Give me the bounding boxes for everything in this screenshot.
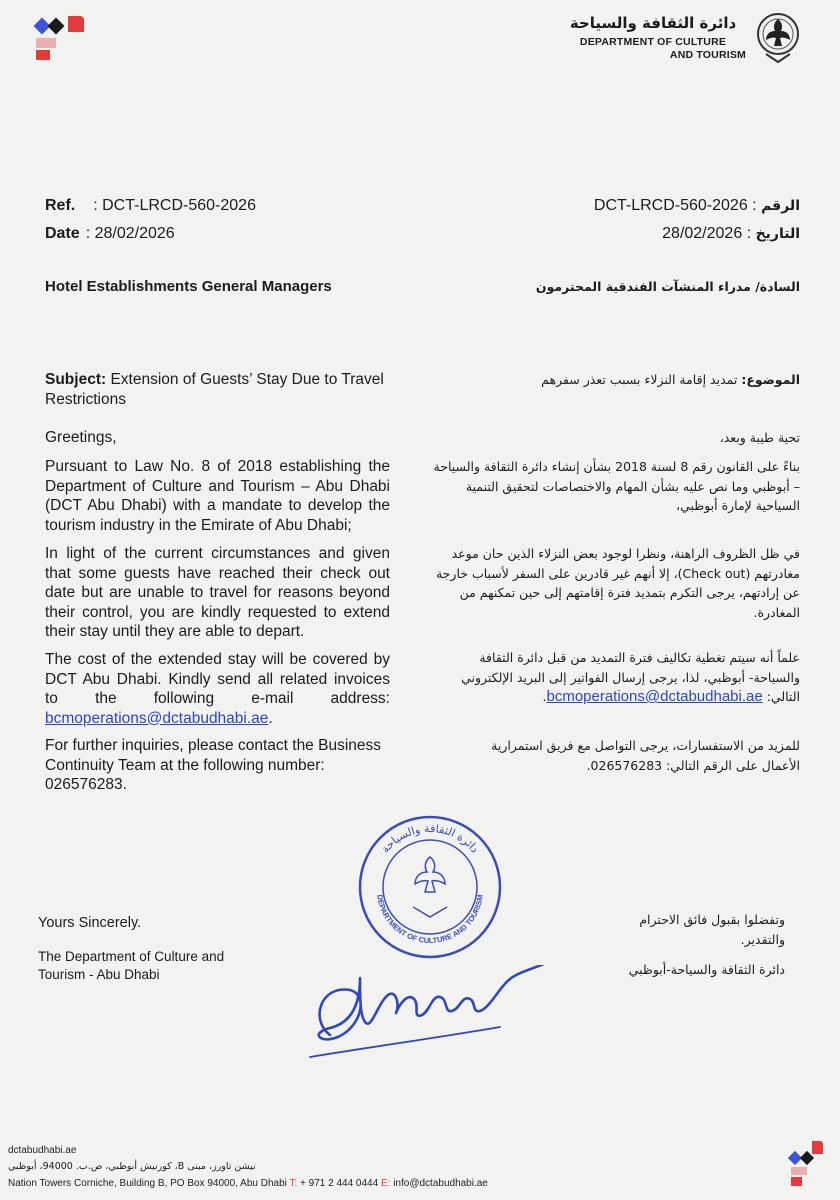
paragraph-1-en: Pursuant to Law No. 8 of 2018 establishing the Department of Culture and Tourism – Abu Dhabi (DCT Abu Dhabi) with a mandate to develop the tourism industry in the Emirate of Abu Dhabi; <box>45 458 390 534</box>
subject-text-ar: تمديد إقامة النزلاء بسبب تعذر سفرهم <box>541 372 738 387</box>
email-suffix-ar: . <box>542 689 547 704</box>
paragraph-3-en-text: The cost of the extended stay will be covered by DCT Abu Dhabi. Kindly send all related invoices to the following e-mail address: <box>45 651 390 707</box>
stamp-text-en: DEPARTMENT OF CULTURE AND TOURISM <box>375 893 485 946</box>
dept-name-en-line2: AND TOURISM <box>669 49 746 61</box>
date-value-ar: 28/02/2026 : <box>662 225 752 242</box>
paragraph-2-ar: في ظل الظروف الراهنة، ونظرا لوجود بعض النزلاء الذين حان موعد مغادرتهم (Check out)، إلا أنهم غير قادرين على السفر لأسباب خارجة عن إرادتهم، يرجى التكرم بتمديد فترة إقامتهم إلى حين تمكنهم من المغادرة. <box>435 546 800 620</box>
official-stamp-icon <box>355 812 505 962</box>
greeting-en: Greetings, <box>45 429 117 446</box>
footer-email: info@dctabudhabi.ae <box>393 1178 488 1189</box>
footer-brand-mark-icon <box>788 1135 824 1189</box>
date-line <box>45 224 175 244</box>
dct-brand-logo-icon <box>32 12 84 64</box>
abu-dhabi-emblem-icon <box>752 10 804 66</box>
subject-label-ar: الموضوع: <box>741 372 800 387</box>
paragraph-4-ar: للمزيد من الاستفسارات، يرجى التواصل مع فريق استمرارية الأعمال على الرقم التالي: 026576283. <box>491 738 800 773</box>
handwritten-signature-icon <box>290 965 600 1075</box>
paragraph-4-en: For further inquiries, please contact the Business Continuity Team at the following number: 026576283. <box>45 737 382 793</box>
footer-contact-line <box>8 1178 488 1189</box>
closing-ar: وتفضلوا بقبول فائق الاحترام والتقدير. <box>639 912 785 947</box>
footer-email-label: E: <box>380 1178 391 1189</box>
email-suffix-en: . <box>268 709 273 727</box>
ref-label-ar: الرقم <box>761 198 800 214</box>
paragraph-1-ar: بناءً على القانون رقم 8 لسنة 2018 بشأن إنشاء دائرة الثقافة والسياحة – أبوظبي وما نص عليه بشأن المهام والاختصاصات لتحقيق التنمية السياحية لإمارة أبوظبي، <box>433 459 800 513</box>
addressee-en: Hotel Establishments General Managers <box>45 278 332 295</box>
date-label-ar: التاريخ <box>755 226 800 242</box>
ref-value-ar: DCT-LRCD-560-2026 : <box>593 197 757 214</box>
date-value: : 28/02/2026 <box>85 225 175 242</box>
addressee-ar: السادة/ مدراء المنشآت الفندقية المحترمون <box>535 279 800 294</box>
subject-label-en: Subject: <box>45 371 107 388</box>
svg-text:DEPARTMENT OF CULTURE AND TOUR <box>375 894 485 945</box>
paragraph-3-ar-text: علماً أنه سيتم تغطية تكاليف فترة التمديد من قبل دائرة الثقافة والسياحة- أبوظبي، لذا، يرجى إرسال الفواتير إلى البريد الإلكتروني التالي: <box>461 650 800 704</box>
subject-en <box>45 370 405 409</box>
paragraph-3-en <box>45 650 390 728</box>
ref-value: : DCT-LRCD-560-2026 <box>93 197 256 214</box>
footer-tel: + 971 2 444 0444 <box>300 1178 379 1189</box>
subject-ar <box>480 370 800 390</box>
sign-line-2-en: Tourism - Abu Dhabi <box>38 967 160 982</box>
stamp-text-ar: دائرة الثقافة والسياحة <box>378 821 482 856</box>
greeting-ar: تحية طيبة وبعد، <box>719 430 800 445</box>
ref-line <box>45 196 256 216</box>
ref-label: Ref. <box>45 197 76 214</box>
date-label: Date <box>45 225 80 242</box>
footer-site: dctabudhabi.ae <box>8 1145 77 1156</box>
sign-ar: دائرة الثقافة والسياحة-أبوظبي <box>628 962 785 977</box>
subject-text-en: Extension of Guests’ Stay Due to Travel Restrictions <box>45 371 384 408</box>
footer-address-en: Nation Towers Corniche, Building B, PO Box 94000, Abu Dhabi <box>8 1178 287 1189</box>
sign-block-en <box>38 948 258 984</box>
sign-line-1-en: The Department of Culture and <box>38 949 225 964</box>
paragraph-2-en: In light of the current circumstances and given that some guests have reached their check out date but are unable to travel for reasons beyond their control, you are kindly requested to extend their stay until they are able to depart. <box>45 545 390 640</box>
email-link-ar[interactable]: bcmoperations@dctabudhabi.ae <box>546 688 763 705</box>
paragraph-3-ar <box>425 648 800 707</box>
ref-line-ar <box>560 196 800 217</box>
footer-address-ar: نيشن تاورز، مبنى B، كورنيش أبوظبي، ص.ب. 94000، أبوظبي <box>8 1161 256 1172</box>
email-link-en[interactable]: bcmoperations@dctabudhabi.ae <box>45 709 269 727</box>
footer-tel-label: T: <box>289 1178 298 1189</box>
closing-en: Yours Sincerely. <box>38 915 142 931</box>
date-line-ar <box>560 224 800 245</box>
dept-name-ar: دائرة الثقافة والسياحة <box>569 14 737 32</box>
dept-name-en-line1: DEPARTMENT OF CULTURE <box>579 36 727 48</box>
